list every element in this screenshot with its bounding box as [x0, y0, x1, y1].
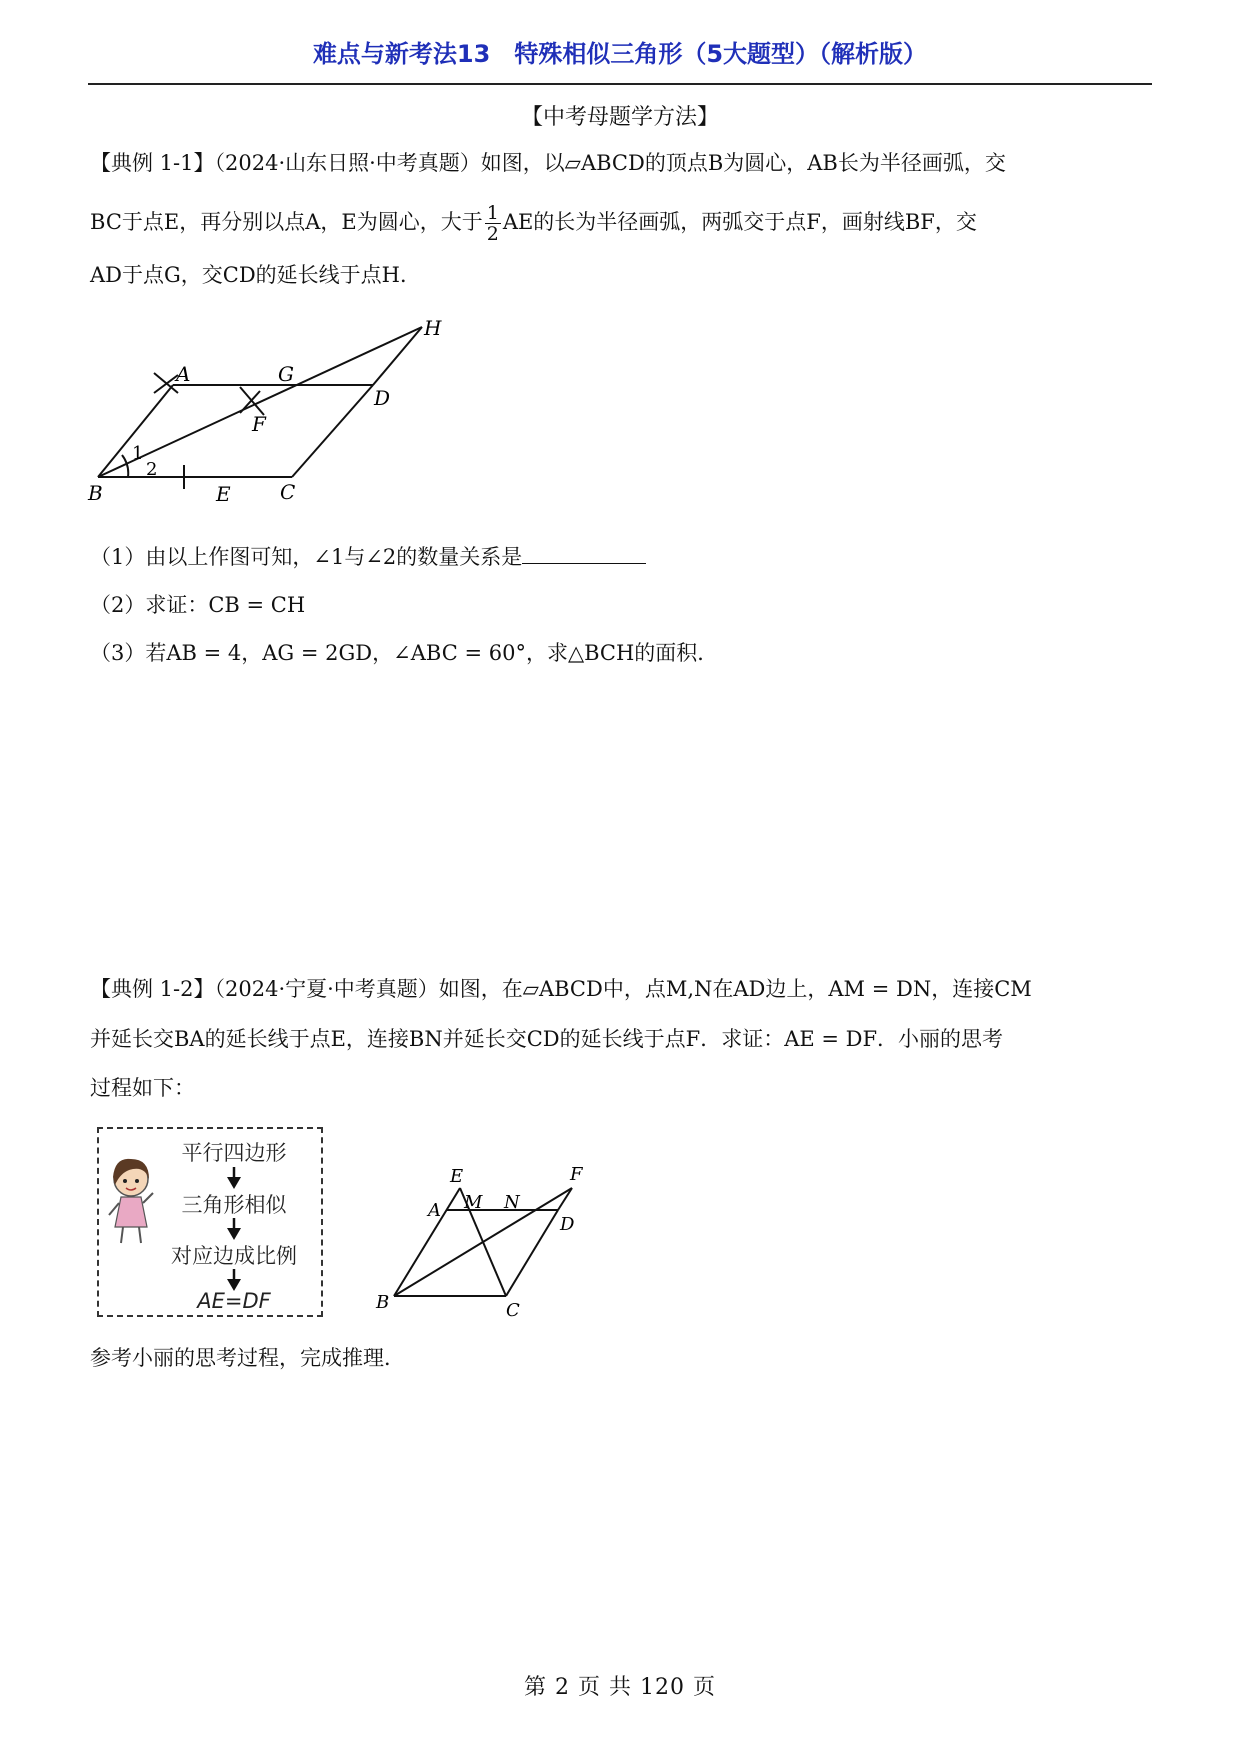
label-b: B: [88, 481, 103, 505]
ex1-line-3: [90, 260, 421, 290]
label-angle-2: 2: [146, 459, 158, 480]
flow-step-3: 对应边成比例: [171, 1244, 297, 1268]
ex1-line2-b: AE的长为半径画弧，两弧交于点F，画射线BF，交: [502, 210, 977, 234]
arrow-down-icon: [227, 1218, 241, 1240]
figure-parallelogram-abcd: [80, 305, 480, 505]
ex1-line1-text: 如图，以▱ABCD的顶点B为圆心，AB长为半径画弧，交: [480, 151, 1006, 175]
ex2-line-1: [90, 974, 1032, 1004]
ex1-line-1: [90, 148, 1006, 178]
flow-step-2: 三角形相似: [181, 1193, 287, 1217]
page-header-title: 难点与新考法13 特殊相似三角形（5大题型）（解析版）: [312, 40, 928, 68]
label-f: F: [252, 412, 266, 436]
girl-cartoon-icon: [105, 1151, 155, 1251]
fraction-one-half: $\frac{1}{2}$: [486, 202, 499, 245]
label-b: B: [376, 1292, 390, 1313]
label-h: H: [424, 316, 442, 340]
segment-be: [394, 1188, 460, 1296]
label-f: F: [570, 1164, 583, 1185]
section-title: 【中考母题学方法】: [520, 105, 719, 130]
ex1-line2-a: BC于点E，再分别以点A，E为圆心，大于: [90, 210, 483, 234]
label-e: E: [450, 1166, 464, 1187]
label-c: C: [506, 1300, 520, 1320]
page-number-footer: 第 2 页 共 120 页: [524, 1675, 716, 1700]
label-angle-1: 1: [132, 443, 144, 464]
label-a: A: [428, 1200, 441, 1221]
figure-parallelogram-ex2: [370, 1150, 600, 1320]
ex1-question-1: （1）由以上作图可知，∠1与∠2的数量关系是: [90, 541, 646, 571]
header-divider: [88, 83, 1152, 85]
ex1-line-2: [90, 202, 977, 245]
segment-dh: [373, 327, 422, 385]
answer-blank[interactable]: [522, 541, 646, 564]
label-d: D: [374, 386, 391, 410]
ex2-conclusion: 参考小丽的思考过程，完成推理．: [90, 1346, 405, 1370]
label-a: A: [176, 362, 191, 386]
ex1-question-3: （3）若AB = 4，AG = 2GD，∠ABC = 60°，求△BCH的面积．: [90, 641, 719, 665]
thinking-process-box: [97, 1127, 323, 1317]
ex1-source: （2024·山东日照·中考真题）: [214, 151, 481, 175]
segment-bf: [394, 1188, 572, 1296]
ex1-line3-text: AD于点G，交CD的延长线于点H．: [90, 263, 421, 287]
ex2-label: 【典例 1-2】: [90, 977, 215, 1001]
label-n: N: [504, 1192, 520, 1213]
arrow-down-icon: [227, 1167, 241, 1189]
ex2-source: （2024·宁夏·中考真题）: [214, 977, 439, 1001]
label-e: E: [216, 482, 231, 505]
label-c: C: [280, 480, 296, 504]
ex2-line-3: 过程如下：: [90, 1076, 195, 1100]
label-m: M: [464, 1192, 483, 1213]
segment-cd: [292, 385, 373, 477]
arrow-down-icon: [227, 1269, 241, 1291]
flow-step-4: AE=DF: [197, 1289, 271, 1313]
ex2-line-2: 并延长交BA的延长线于点E，连接BN并延长交CD的延长线于点F．求证：AE = DF．小丽的思考: [90, 1027, 1004, 1051]
label-d: D: [560, 1214, 575, 1235]
ex1-label: 【典例 1-1】: [90, 151, 215, 175]
ex2-line1-text: 如图，在▱ABCD中，点M,N在AD边上，AM = DN，连接CM: [438, 977, 1032, 1001]
arc-mark-a: [154, 373, 178, 393]
ex1-question-2: （2）求证：CB = CH: [90, 593, 306, 617]
flow-step-1: 平行四边形: [181, 1141, 287, 1165]
label-g: G: [278, 362, 294, 386]
